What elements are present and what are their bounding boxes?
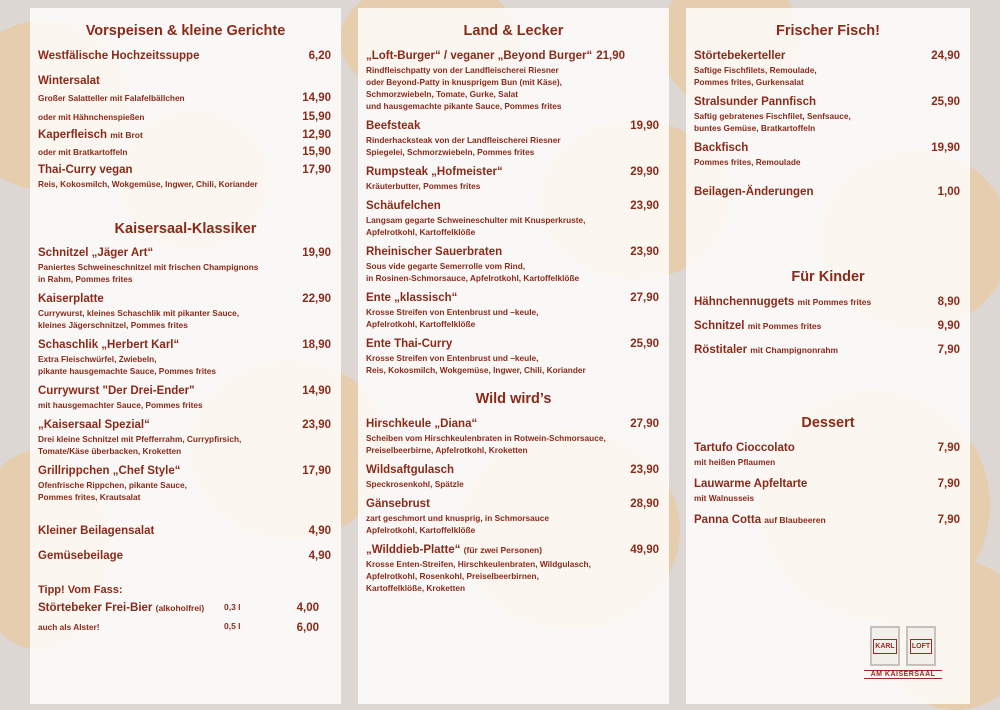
item-price: 23,90	[630, 464, 659, 476]
item-price: 7,90	[937, 344, 960, 356]
item-extra: mit Champignonrahm	[750, 345, 839, 355]
section-title: Dessert	[801, 415, 855, 431]
item-description: Drei kleine Schnitzel mit Pfefferrahm, Currypfirsich,	[38, 434, 242, 444]
item-description: Rinderhacksteak von der Landfleischerei Riesner	[366, 135, 561, 145]
item-extra: mit Brot	[110, 130, 143, 140]
logo-word: KARL	[873, 639, 896, 654]
item-description: Reis, Kokosmilch, Wokgemüse, Ingwer, Chili, Koriander	[366, 365, 586, 375]
item-description: Krosse Enten-Streifen, Hirschkeulenbraten, Wildgulasch,	[366, 559, 591, 569]
menu-item	[694, 140, 962, 168]
restaurant-logo	[864, 626, 942, 688]
item-description: Tomate/Käse überbacken, Kroketten	[38, 446, 182, 456]
item-name: Schäufelchen	[366, 200, 441, 212]
item-price: 49,90	[630, 544, 659, 556]
menu-item-variant	[38, 111, 333, 123]
menu-item	[38, 620, 333, 634]
menu-item-variant	[38, 92, 333, 104]
item-name: „Loft-Burger“ / veganer „Beyond Burger“	[366, 50, 593, 62]
menu-item	[38, 463, 333, 503]
variant-text: Großer Salatteller mit Falafelbällchen	[38, 93, 185, 103]
menu-item	[38, 162, 333, 190]
item-description: Kräuterbutter, Pommes frites	[366, 181, 481, 191]
item-name: Kaperfleisch	[38, 129, 108, 141]
item-name: Störtebekerteller	[694, 50, 786, 62]
section-title: Land & Lecker	[463, 23, 564, 39]
menu-item	[38, 600, 333, 616]
menu-item	[38, 291, 333, 331]
item-description: Krosse Streifen von Entenbrust und –keule,	[366, 307, 539, 317]
item-name: Backfisch	[694, 142, 749, 154]
item-name: Beilagen-Änderungen	[694, 186, 814, 198]
item-price: 28,90	[630, 498, 659, 510]
item-name: Hähnchennuggets	[694, 296, 795, 308]
item-description: Schmorzwiebeln, Tomate, Gurke, Salat	[366, 89, 518, 99]
item-description: zart geschmort und knusprig, in Schmorsauce	[366, 513, 550, 523]
item-name: Röstitaler	[694, 344, 748, 356]
menu-item-variant	[38, 146, 333, 158]
item-description: buntes Gemüse, Bratkartoffeln	[694, 123, 816, 133]
item-price: 12,90	[302, 129, 331, 141]
menu-item	[366, 462, 661, 490]
item-name: Currywurst "Der Drei-Ender"	[38, 385, 195, 397]
item-description: kleines Jägerschnitzel, Pommes frites	[38, 320, 188, 330]
item-description: Langsam gegarte Schweineschulter mit Knusperkruste,	[366, 215, 586, 225]
logo-word: LOFT	[910, 639, 932, 654]
section-title: Frischer Fisch!	[776, 23, 880, 39]
item-name: Panna Cotta	[694, 514, 762, 526]
item-description: in Rosinen-Schmorsauce, Apfelrotkohl, Kartoffelklöße	[366, 273, 580, 283]
item-description: Kartoffelklöße, Kroketten	[366, 583, 466, 593]
item-price: 7,90	[937, 442, 960, 454]
item-name: Ente „klassisch“	[366, 292, 458, 304]
item-description: Preiselbeerbirne, Apfelrotkohl, Kroketten	[366, 445, 528, 455]
item-description: Reis, Kokosmilch, Wokgemüse, Ingwer, Chili, Koriander	[38, 179, 258, 189]
item-description: Pommes frites, Remoulade	[694, 157, 801, 167]
item-extra: mit Pommes frites	[747, 321, 822, 331]
item-description: Saftig gebratenes Fischfilet, Senfsauce,	[694, 111, 851, 121]
menu-item	[38, 523, 333, 539]
item-price: 6,20	[308, 50, 331, 62]
section-title: Für Kinder	[791, 269, 865, 285]
item-price: 25,90	[630, 338, 659, 350]
menu-item	[38, 127, 333, 143]
item-price: 25,90	[931, 96, 960, 108]
item-description: in Rahm, Pommes frites	[38, 274, 133, 284]
item-name: Stralsunder Pannfisch	[694, 96, 817, 108]
item-description: Sous vide gegarte Semerrolle vom Rind,	[366, 261, 526, 271]
item-name: Kleiner Beilagensalat	[38, 525, 155, 537]
menu-item	[694, 48, 962, 88]
item-price: 23,90	[630, 246, 659, 258]
item-description: mit Walnusseis	[694, 493, 755, 503]
item-description: Krosse Streifen von Entenbrust und –keule,	[366, 353, 539, 363]
item-name: „Kaisersaal Spezial“	[38, 419, 150, 431]
menu-item	[694, 94, 962, 134]
item-price: 18,90	[302, 339, 331, 351]
menu-item	[366, 48, 661, 112]
logo-door-left	[870, 626, 900, 666]
item-description: Ofenfrische Rippchen, pikante Sauce,	[38, 480, 187, 490]
item-extra: (für zwei Personen)	[463, 545, 543, 555]
item-price: 29,90	[630, 166, 659, 178]
tip-title: Tipp! Vom Fass:	[38, 584, 123, 596]
menu-item	[38, 383, 333, 411]
item-extra: (alkoholfrei)	[155, 603, 205, 613]
menu-item	[38, 548, 333, 564]
menu-item	[694, 476, 962, 504]
item-description: Pommes frites, Krautsalat	[38, 492, 141, 502]
item-price: 27,90	[630, 292, 659, 304]
item-name: Grillrippchen „Chef Style“	[38, 465, 181, 477]
menu-item	[366, 164, 661, 192]
item-extra: auf Blaubeeren	[764, 515, 826, 525]
item-price: 22,90	[302, 293, 331, 305]
item-name: Ente Thai-Curry	[366, 338, 453, 350]
menu-item	[366, 336, 661, 376]
item-price: 4,90	[308, 525, 331, 537]
menu-item	[694, 342, 962, 358]
item-name: Rheinischer Sauerbraten	[366, 246, 503, 258]
item-description: Extra Fleischwürfel, Zwiebeln,	[38, 354, 157, 364]
item-size: 0,5 l	[224, 621, 241, 631]
item-description: Spiegelei, Schmorzwiebeln, Pommes frites	[366, 147, 535, 157]
item-price: 1,00	[937, 186, 960, 198]
item-name: Wildsaftgulasch	[366, 464, 455, 476]
menu-item	[366, 244, 661, 284]
menu-column-left	[30, 8, 341, 704]
menu-item	[38, 73, 333, 89]
item-description: Rindfleischpatty von der Landfleischerei Riesner	[366, 65, 559, 75]
logo-subtitle: AM KAISERSAAL	[864, 670, 942, 679]
menu-item	[38, 48, 333, 64]
item-price: 21,90	[596, 50, 625, 62]
item-price: 7,90	[937, 478, 960, 490]
item-name: Lauwarme Apfeltarte	[694, 478, 808, 490]
menu-item	[38, 417, 333, 457]
menu-item	[366, 198, 661, 238]
item-price: 27,90	[630, 418, 659, 430]
menu-item	[694, 512, 962, 528]
item-name: Beefsteak	[366, 120, 421, 132]
menu-item	[694, 440, 962, 468]
item-size: 0,3 l	[224, 602, 241, 612]
menu-item	[694, 294, 962, 310]
item-description: Apfelrotkohl, Kartoffelklöße	[366, 525, 476, 535]
item-name: Kaiserplatte	[38, 293, 104, 305]
item-price: 7,90	[937, 514, 960, 526]
item-price: 17,90	[302, 465, 331, 477]
item-description: mit hausgemachter Sauce, Pommes frites	[38, 400, 203, 410]
section-title: Wild wird’s	[475, 391, 552, 407]
item-description: Scheiben vom Hirschkeulenbraten in Rotwein-Schmorsauce,	[366, 433, 606, 443]
item-name: Thai-Curry vegan	[38, 164, 133, 176]
menu-item	[38, 337, 333, 377]
item-price: 19,90	[931, 142, 960, 154]
item-name: Störtebeker Frei-Bier	[38, 602, 153, 614]
item-description: Pommes frites, Gurkensalat	[694, 77, 804, 87]
item-description: Saftige Fischfilets, Remoulade,	[694, 65, 817, 75]
item-price: 15,90	[302, 146, 331, 158]
item-price: 19,90	[630, 120, 659, 132]
item-description: Currywurst, kleines Schaschlik mit pikanter Sauce,	[38, 308, 240, 318]
item-name: „Wilddieb-Platte“	[366, 544, 461, 556]
item-description: Speckrosenkohl, Spätzle	[366, 479, 464, 489]
menu-item	[694, 318, 962, 334]
item-description: pikante hausgemachte Sauce, Pommes frites	[38, 366, 216, 376]
section-title: Kaisersaal-Klassiker	[114, 221, 257, 237]
item-name: Hirschkeule „Diana“	[366, 418, 478, 430]
menu-item	[366, 496, 661, 536]
item-price: 23,90	[302, 419, 331, 431]
menu-item	[366, 542, 661, 594]
item-name: auch als Alster!	[38, 622, 100, 632]
item-extra: mit Pommes frites	[797, 297, 872, 307]
item-price: 15,90	[302, 111, 331, 123]
item-price: 4,00	[296, 602, 319, 614]
menu-item	[366, 416, 661, 456]
item-description: Apfelrotkohl, Kartoffelklöße	[366, 227, 476, 237]
item-description: oder Beyond-Patty in knusprigem Bun (mit Käse),	[366, 77, 562, 87]
item-name: Schnitzel „Jäger Art“	[38, 247, 154, 259]
item-description: mit heißen Pflaumen	[694, 457, 776, 467]
item-price: 23,90	[630, 200, 659, 212]
item-name: Westfälische Hochzeitssuppe	[38, 50, 200, 62]
item-name: Schnitzel	[694, 320, 745, 332]
logo-door-right	[906, 626, 936, 666]
menu-column-right	[686, 8, 970, 704]
variant-text: oder mit Bratkartoffeln	[38, 147, 128, 157]
item-name: Rumpsteak „Hofmeister“	[366, 166, 503, 178]
item-name: Schaschlik „Herbert Karl“	[38, 339, 180, 351]
menu-item	[38, 245, 333, 285]
item-price: 9,90	[937, 320, 960, 332]
item-price: 19,90	[302, 247, 331, 259]
item-price: 4,90	[308, 550, 331, 562]
item-price: 6,00	[296, 622, 319, 634]
menu-item	[694, 184, 962, 200]
section-title: Vorspeisen & kleine Gerichte	[85, 23, 286, 39]
menu-item	[366, 118, 661, 158]
item-description: Apfelrotkohl, Rosenkohl, Preiselbeerbirnen,	[366, 571, 539, 581]
item-price: 14,90	[302, 385, 331, 397]
item-price: 14,90	[302, 92, 331, 104]
item-description: und hausgemachte pikante Sauce, Pommes frites	[366, 101, 562, 111]
item-description: Paniertes Schweineschnitzel mit frischen Champignons	[38, 262, 259, 272]
menu-column-middle	[358, 8, 669, 704]
item-price: 17,90	[302, 164, 331, 176]
item-price: 8,90	[937, 296, 960, 308]
item-name: Wintersalat	[38, 75, 100, 87]
item-name: Gänsebrust	[366, 498, 430, 510]
variant-text: oder mit Hähnchenspießen	[38, 112, 145, 122]
item-price: 24,90	[931, 50, 960, 62]
item-description: Apfelrotkohl, Kartoffelklöße	[366, 319, 476, 329]
item-name: Gemüsebeilage	[38, 550, 124, 562]
item-name: Tartufo Cioccolato	[694, 442, 795, 454]
menu-item	[366, 290, 661, 330]
